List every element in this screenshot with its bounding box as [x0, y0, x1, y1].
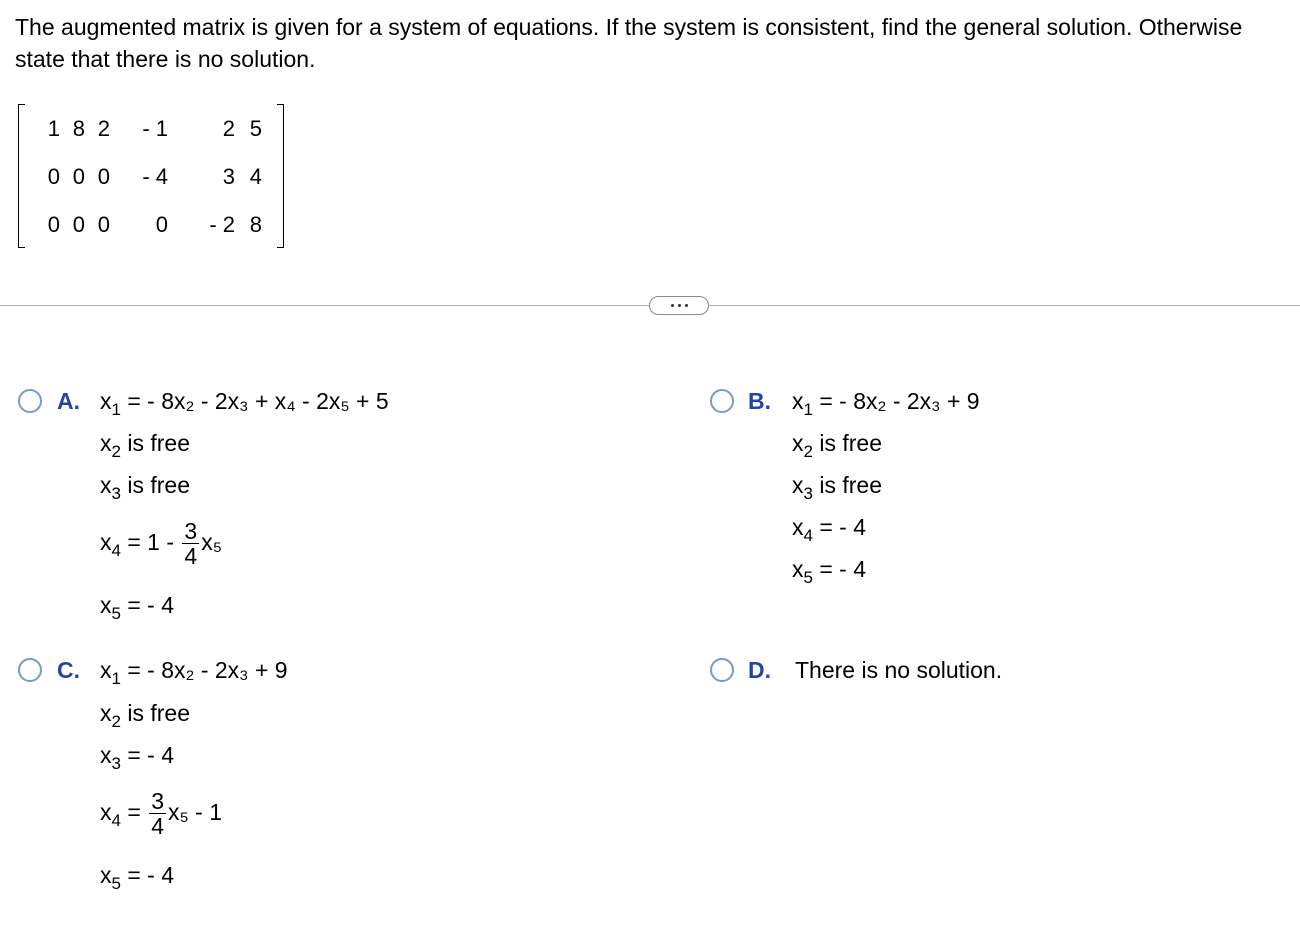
var-name: x: [792, 388, 804, 414]
option-c-x2-line: [100, 700, 190, 731]
option-b-x1-line: [792, 388, 980, 419]
dot-icon: [678, 304, 681, 307]
equation-prefix: = 1 -: [127, 529, 175, 555]
equation-rhs: = - 8x₂ - 2x₃ + 9: [819, 388, 980, 414]
var-subscript: 5: [803, 568, 813, 587]
var-name: x: [792, 430, 804, 456]
option-a-x5-line: [100, 592, 175, 623]
option-a-x1-line: [100, 388, 389, 419]
option-b-x3-line: [792, 472, 882, 503]
option-a-letter[interactable]: A.: [57, 388, 80, 414]
var-subscript: 3: [111, 754, 121, 773]
question-text: The augmented matrix is given for a system of equations. If the system is consistent, find the general solution. Otherwise state that there is no solution.: [15, 14, 1243, 72]
var-name: x: [792, 472, 804, 498]
matrix-cell: 0: [97, 212, 110, 237]
var-subscript: 5: [111, 604, 121, 623]
var-subscript: 2: [111, 712, 121, 731]
var-subscript: 1: [803, 400, 813, 419]
option-c-radio[interactable]: [18, 658, 42, 682]
equation-rhs: is free: [819, 472, 882, 498]
matrix-cell: 1: [47, 116, 60, 141]
equation-suffix: x₅ - 1: [167, 799, 222, 825]
option-b-radio[interactable]: [710, 389, 734, 413]
var-name: x: [100, 700, 112, 726]
equation-suffix: x₅: [201, 529, 222, 555]
matrix-cell: 8: [72, 116, 85, 141]
var-name: x: [100, 430, 112, 456]
var-subscript: 1: [111, 400, 121, 419]
matrix-cell: 2: [222, 116, 235, 141]
matrix-cell: 0: [47, 164, 60, 189]
var-subscript: 3: [111, 484, 121, 503]
equation-rhs: = - 4: [127, 742, 175, 768]
matrix-right-bracket: [277, 104, 284, 248]
equation-rhs: is free: [819, 430, 882, 456]
matrix-cell: 0: [155, 212, 168, 237]
matrix-cell: 5: [249, 116, 262, 141]
option-b-x4-line: [792, 514, 867, 545]
var-name: x: [792, 514, 804, 540]
fraction: [182, 519, 199, 568]
more-options-button[interactable]: [649, 296, 709, 315]
var-name: x: [792, 556, 804, 582]
var-name: x: [100, 799, 112, 825]
var-subscript: 4: [111, 541, 121, 560]
option-d-text: There is no solution.: [795, 657, 1003, 683]
matrix-cell: 3: [222, 164, 235, 189]
var-subscript: 5: [111, 874, 121, 893]
fraction-numerator: 3: [184, 518, 198, 545]
dot-icon: [671, 304, 674, 307]
option-c-x3-line: [100, 742, 175, 773]
equation-rhs: = - 4: [127, 592, 175, 618]
var-subscript: 1: [111, 669, 121, 688]
equation-rhs: = - 8x₂ - 2x₃ + 9: [127, 657, 288, 683]
var-name: x: [100, 472, 112, 498]
matrix-cell: 0: [72, 164, 85, 189]
option-a-x3-line: [100, 472, 190, 503]
matrix-cell: 0: [47, 212, 60, 237]
fraction-denominator: 4: [151, 813, 164, 840]
matrix-cell: - 4: [142, 164, 168, 189]
equation-prefix: =: [127, 799, 141, 825]
var-subscript: 2: [111, 442, 121, 461]
equation-rhs: = - 4: [819, 556, 867, 582]
equation-rhs: = - 8x₂ - 2x₃ + x₄ - 2x₅ + 5: [127, 388, 389, 414]
matrix-cell: - 1: [142, 116, 168, 141]
option-c-x4-line: [100, 784, 222, 840]
option-b-letter[interactable]: B.: [748, 388, 771, 414]
matrix-cell: 0: [72, 212, 85, 237]
var-subscript: 2: [803, 442, 813, 461]
var-name: x: [100, 657, 112, 683]
matrix-left-bracket: [18, 104, 25, 248]
var-name: x: [100, 592, 112, 618]
fraction: [149, 789, 166, 838]
option-a-x2-line: [100, 430, 190, 461]
matrix-cell: 4: [249, 164, 262, 189]
option-c-x5-line: [100, 862, 175, 893]
equation-rhs: is free: [127, 430, 190, 456]
option-b-x5-line: [792, 556, 867, 587]
option-b-x2-line: [792, 430, 882, 461]
option-d-letter[interactable]: D.: [748, 657, 771, 683]
equation-rhs: is free: [127, 472, 190, 498]
var-subscript: 4: [803, 526, 813, 545]
var-name: x: [100, 388, 112, 414]
matrix-cell: 2: [97, 116, 110, 141]
equation-rhs: is free: [127, 700, 190, 726]
matrix-cell: 0: [97, 164, 110, 189]
augmented-matrix: [18, 104, 284, 248]
dot-icon: [685, 304, 688, 307]
var-subscript: 3: [803, 484, 813, 503]
option-c-x1-line: [100, 657, 288, 688]
var-name: x: [100, 742, 112, 768]
fraction-denominator: 4: [184, 543, 198, 570]
equation-rhs: = - 4: [127, 862, 175, 888]
var-subscript: 4: [111, 811, 121, 830]
option-c-letter[interactable]: C.: [57, 657, 80, 683]
option-a-x4-line: [100, 514, 222, 570]
matrix-cell: - 2: [209, 212, 235, 237]
var-name: x: [100, 862, 112, 888]
var-name: x: [100, 529, 112, 555]
option-a-radio[interactable]: [18, 389, 42, 413]
equation-rhs: = - 4: [819, 514, 867, 540]
fraction-numerator: 3: [151, 788, 164, 815]
matrix-cell: 8: [249, 212, 262, 237]
option-d-radio[interactable]: [710, 658, 734, 682]
